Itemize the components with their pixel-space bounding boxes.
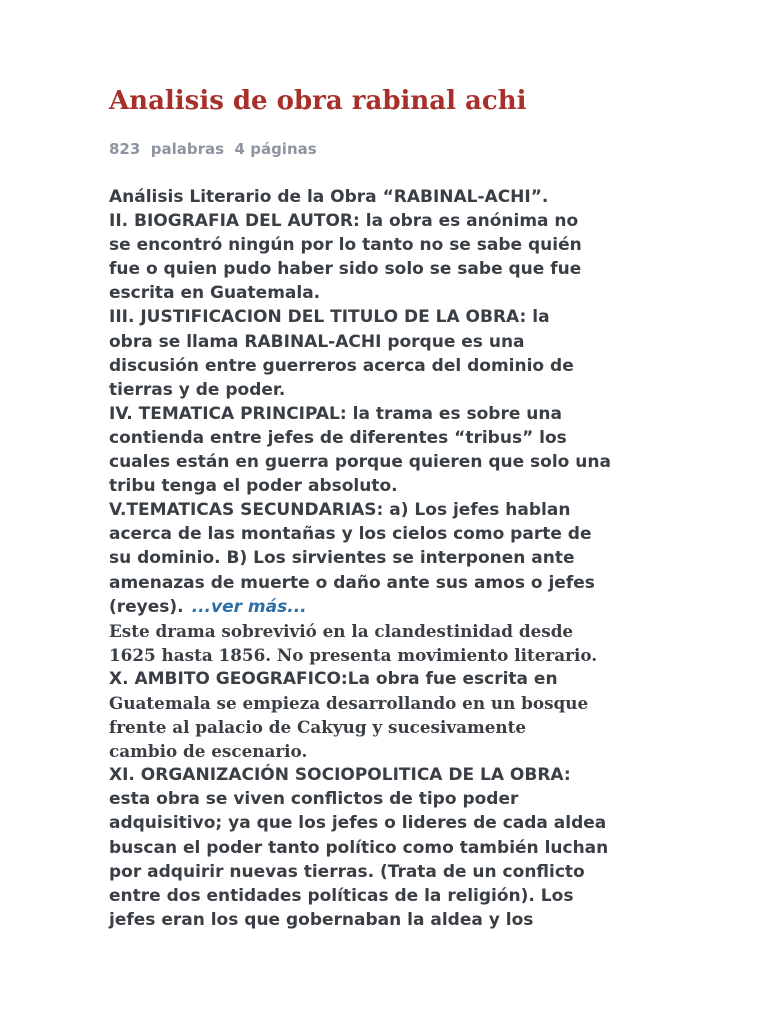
body-line: X. AMBITO GEOGRAFICO:La obra fue escrita en — [109, 668, 558, 689]
body-line: tierras y de poder. — [109, 379, 286, 400]
body-line-text: (reyes). — [109, 596, 184, 617]
body-line: se encontró ningún por lo tanto no se sabe quién — [109, 235, 582, 256]
body-line: V.TEMATICAS SECUNDARIAS: a) Los jefes hablan — [109, 500, 571, 521]
body-line: esta obra se viven conflictos de tipo poder — [109, 789, 519, 810]
ver-mas-link[interactable]: ...ver más... — [191, 596, 307, 617]
body-line: fue o quien pudo haber sido solo se sabe que fue — [109, 259, 582, 280]
body-line: acerca de las montañas y los cielos como parte de — [109, 524, 592, 545]
page-count: 4 — [234, 140, 245, 158]
body-line: por adquirir nuevas tierras. (Trata de un conflicto — [109, 861, 585, 882]
body-line: jefes eran los que gobernaban la aldea y los — [109, 909, 534, 930]
body-line: II. BIOGRAFIA DEL AUTOR: la obra es anónima no — [109, 211, 579, 232]
body-line: IV. TEMATICA PRINCIPAL: la trama es sobre una — [109, 403, 562, 424]
word-count: 823 — [109, 140, 141, 158]
document-body — [109, 185, 749, 932]
body-line: amenazas de muerte o daño ante sus amos o jefes — [109, 572, 595, 593]
body-line: buscan el poder tanto político como también luchan — [109, 837, 609, 858]
body-line: Este drama sobrevivió en la clandestinidad desde — [109, 620, 574, 641]
body-line: frente al palacio de Cakyug y sucesivamente — [109, 717, 527, 738]
body-line: escrita en Guatemala. — [109, 283, 321, 304]
body-line: 1625 hasta 1856. No presenta movimiento literario. — [109, 644, 598, 665]
body-line: cambio de escenario. — [109, 741, 308, 762]
body-line: III. JUSTIFICACION DEL TITULO DE LA OBRA: la — [109, 307, 550, 328]
body-line: discusión entre guerreros acerca del dominio de — [109, 355, 574, 376]
body-line: Guatemala se empieza desarrollando en un bosque — [109, 692, 589, 713]
body-line: cuales están en guerra porque quieren que solo una — [109, 452, 611, 473]
body-line: obra se llama RABINAL-ACHI porque es una — [109, 331, 525, 352]
body-line: entre dos entidades políticas de la religión). Los — [109, 885, 574, 906]
word-count-label: palabras — [150, 140, 225, 158]
body-line: adquisitivo; ya que los jefes o lideres de cada aldea — [109, 813, 607, 834]
body-line: contienda entre jefes de diferentes “tribus” los — [109, 427, 567, 448]
document-meta — [109, 140, 317, 158]
page-count-label: páginas — [250, 140, 317, 158]
body-line: tribu tenga el poder absoluto. — [109, 476, 398, 497]
body-line-with-link — [109, 595, 749, 619]
body-line: Análisis Literario de la Obra “RABINAL-ACHI”. — [109, 187, 549, 207]
document-title: Analisis de obra rabinal achi — [109, 86, 527, 116]
body-line: su dominio. B) Los sirvientes se interponen ante — [109, 548, 575, 569]
body-line: XI. ORGANIZACIÓN SOCIOPOLITICA DE LA OBRA: — [109, 765, 571, 786]
